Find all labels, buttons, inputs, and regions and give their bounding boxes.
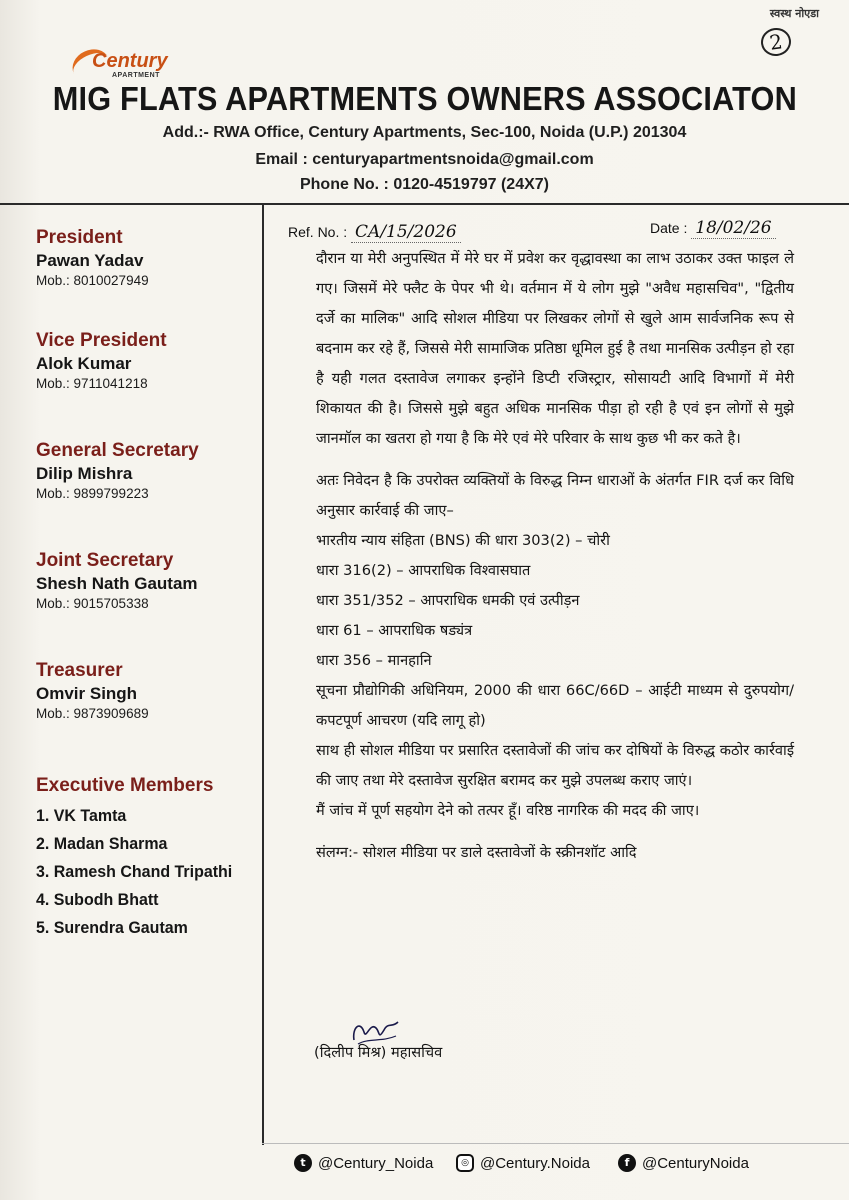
official-role: General Secretary bbox=[36, 440, 199, 461]
executive-member: 4. Subodh Bhatt bbox=[36, 890, 159, 909]
official-mobile: Mob.: 9899799223 bbox=[36, 486, 149, 501]
official-mobile: Mob.: 9873909689 bbox=[36, 706, 149, 721]
date-value: 18/02/26 bbox=[691, 218, 775, 239]
letter-body bbox=[316, 244, 794, 868]
legal-section: धारा 316(2) – आपराधिक विश्वासघात bbox=[316, 562, 531, 579]
official-treasurer bbox=[36, 659, 266, 723]
official-name: Pawan Yadav bbox=[36, 251, 144, 270]
official-president bbox=[36, 226, 266, 290]
executive-list bbox=[36, 802, 266, 942]
letter-paragraph: सूचना प्रौद्योगिकी अधिनियम, 2000 की धारा 66C/66D – आईटी माध्यम से दुरुपयोग/कपटपूर्ण आचरण (यदि लागू हो) bbox=[316, 682, 794, 729]
social-footer bbox=[294, 1154, 794, 1180]
letter-paragraph: अतः निवेदन है कि उपरोक्त व्यक्तियों के विरुद्ध निम्न धाराओं के अंतर्गत FIR दर्ज कर विधि अनुसार कार्रवाई की जाए– bbox=[316, 472, 794, 519]
official-mobile: Mob.: 9711041218 bbox=[36, 376, 148, 391]
date-label: Date : bbox=[650, 220, 688, 236]
reference-number bbox=[288, 222, 461, 242]
official-name: Alok Kumar bbox=[36, 354, 132, 373]
instagram-handle[interactable] bbox=[456, 1154, 590, 1172]
phone-line: Phone No. : 0120-4519797 (24X7) bbox=[299, 176, 549, 193]
official-joint-secretary bbox=[36, 549, 266, 613]
executive-member: 3. Ramesh Chand Tripathi bbox=[36, 862, 233, 881]
header-divider bbox=[0, 203, 849, 205]
legal-section: धारा 61 – आपराधिक षड्यंत्र bbox=[316, 622, 473, 639]
official-name: Dilip Mishra bbox=[36, 464, 133, 483]
official-mobile: Mob.: 8010027949 bbox=[36, 273, 149, 288]
address-line: Add.:- RWA Office, Century Apartments, Sec-100, Noida (U.P.) 201304 bbox=[162, 124, 687, 141]
association-title: MIG FLATS APARTMENTS OWNERS ASSOCIATON bbox=[52, 80, 797, 117]
facebook-handle[interactable] bbox=[618, 1154, 749, 1172]
enclosure-line: संलग्न:- सोशल मीडिया पर डाले दस्तावेजों के स्क्रीनशॉट आदि bbox=[316, 844, 637, 861]
facebook-label: @CenturyNoida bbox=[642, 1154, 749, 1172]
legal-section: भारतीय न्याय संहिता (BNS) की धारा 303(2) – चोरी bbox=[316, 532, 610, 549]
official-name: Shesh Nath Gautam bbox=[36, 574, 198, 593]
twitter-label: @Century_Noida bbox=[318, 1154, 434, 1172]
official-vice-president bbox=[36, 329, 266, 393]
twitter-handle[interactable] bbox=[294, 1154, 433, 1172]
page-number: 2 bbox=[759, 26, 793, 58]
official-role: Joint Secretary bbox=[36, 550, 174, 571]
letter-paragraph: दौरान या मेरी अनुपस्थित में मेरे घर में प्रवेश कर वृद्धावस्था का लाभ उठाकर उक्त फाइल ले गए। जिसमें मेरे फ्लैट के पेपर भी थे। वर्तमान में ये लोग मुझे "अवैध महासचिव", "द्वितीय दर्जे का मालिक" आदि सोशल मीडिया पर लिखकर लोगों से खुले आम सार्वजनिक रूप से बदनाम कर रहे हैं, जिससे मेरी सामाजिक प्रतिष्ठा धूमिल हुई है तथा मानसिक उत्पीड़न हो रहा है यही गलत दस्तावेज लगाकर इन्होंने डिप्टी रजिस्ट्रार, सोसायटी आदि विभागों में मेरी शिकायत की है। जिससे मुझे बहुत अधिक मानसिक पीड़ा हो रही है एवं इन लोगों से मुझे जानमॉल का खतरा हो गया है कि मेरे एवं मेरे परिवार के साथ कुछ भी कर कते है। bbox=[316, 250, 794, 447]
signatory-block bbox=[314, 1042, 442, 1062]
facebook-icon: f bbox=[618, 1154, 636, 1172]
official-role: President bbox=[36, 227, 123, 248]
official-general-secretary bbox=[36, 439, 266, 503]
legal-section: धारा 356 – मानहानि bbox=[316, 652, 432, 669]
footer-divider bbox=[262, 1143, 849, 1144]
official-name: Omvir Singh bbox=[36, 684, 138, 703]
signatory: (दिलीप मिश्र) महासचिव bbox=[314, 1044, 443, 1061]
letter-paragraph: साथ ही सोशल मीडिया पर प्रसारित दस्तावेजों की जांच कर दोषियों के विरुद्ध कठोर कार्रवाई की जाए तथा मेरे दस्तावेज सुरक्षित बरामद कर मुझे उपलब्ध कराए जाएं। bbox=[316, 742, 794, 789]
executive-member: 2. Madan Sharma bbox=[36, 834, 168, 853]
executive-member: 5. Surendra Gautam bbox=[36, 918, 188, 937]
twitter-icon: t bbox=[294, 1154, 312, 1172]
letter-paragraph: मैं जांच में पूर्ण सहयोग देने को तत्पर हूँ। वरिष्ठ नागरिक की मदद की जाए। bbox=[316, 802, 700, 819]
logo-brand: Century bbox=[92, 50, 168, 72]
letter-date bbox=[650, 218, 776, 238]
legal-section: धारा 351/352 – आपराधिक धमकी एवं उत्पीड़न bbox=[316, 592, 580, 609]
official-role: Treasurer bbox=[36, 660, 123, 681]
instagram-label: @Century.Noida bbox=[480, 1154, 590, 1172]
ref-value: CA/15/2026 bbox=[351, 222, 461, 243]
executive-heading: Executive Members bbox=[36, 775, 214, 796]
email-line: Email : centuryapartmentsnoida@gmail.com bbox=[255, 151, 594, 168]
official-mobile: Mob.: 9015705338 bbox=[36, 596, 149, 611]
executive-member: 1. VK Tamta bbox=[36, 806, 127, 825]
ref-label: Ref. No. : bbox=[288, 224, 348, 240]
instagram-icon: ◎ bbox=[456, 1154, 474, 1172]
executive-members bbox=[36, 774, 266, 942]
official-role: Vice President bbox=[36, 330, 167, 351]
logo-sub: APARTMENT bbox=[112, 72, 160, 79]
corner-stamp: स्वस्थ नोएडा bbox=[769, 7, 819, 20]
